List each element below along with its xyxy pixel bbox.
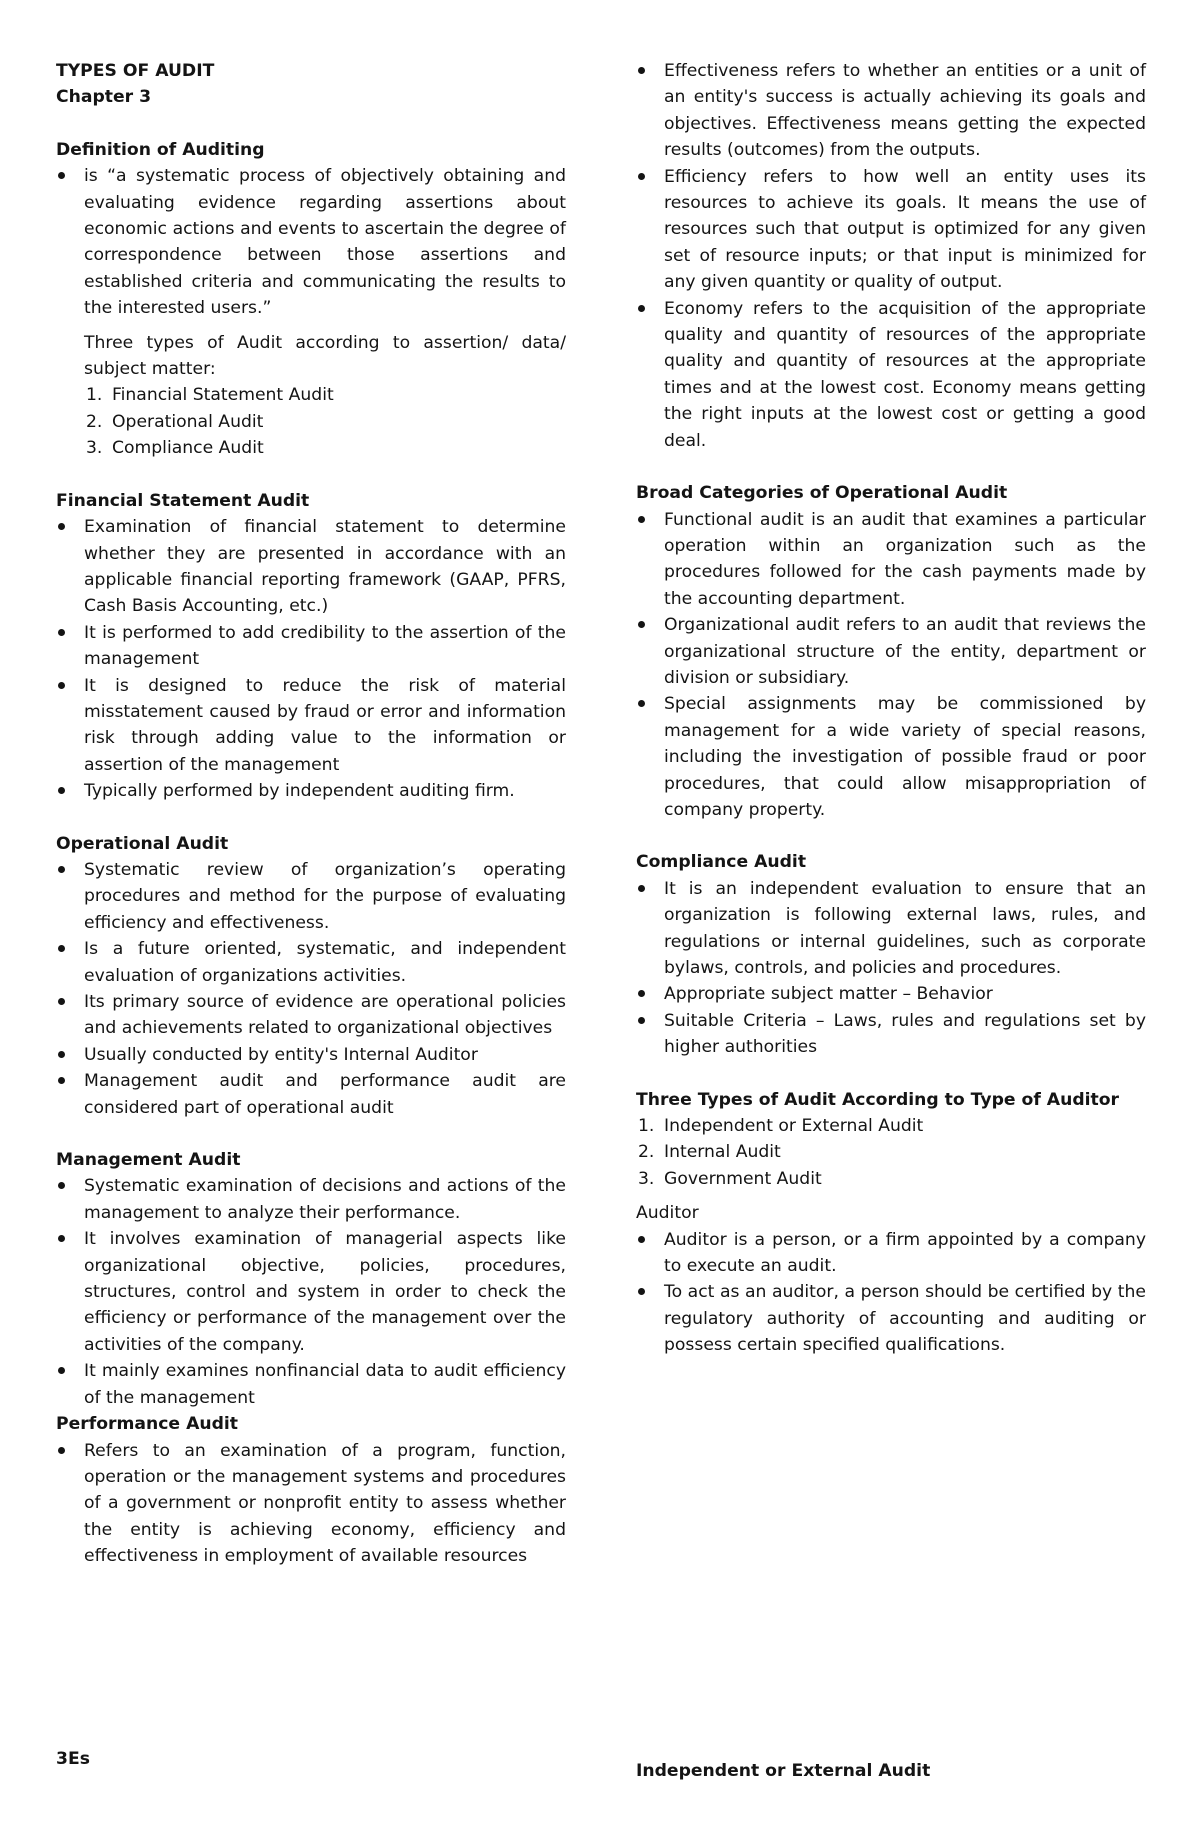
- list-item: 1. Independent or External Audit: [638, 1116, 924, 1137]
- list-item: Usually conducted by entity's Internal Auditor: [56, 1042, 566, 1068]
- list-item: It is an independent evaluation to ensure that an organization is following external laws, rules, and regulations or internal guidelines, such as corporate bylaws, controls, and policies and procedures.: [636, 876, 1146, 982]
- list-item: 3. Compliance Audit: [86, 438, 264, 459]
- list-item: It mainly examines nonfinancial data to audit efficiency of the management: [56, 1358, 566, 1411]
- list-item: Is a future oriented, systematic, and independent evaluation of organizations activities.: [56, 936, 566, 989]
- chapter-label: Chapter 3: [56, 87, 152, 108]
- list-item: Systematic examination of decisions and actions of the management to analyze their performance.: [56, 1173, 566, 1226]
- management-heading: Management Audit: [56, 1150, 241, 1171]
- audit-types-intro: Three types of Audit according to assertion/ data/ subject matter:: [84, 332, 566, 380]
- three-es-list: [636, 58, 1146, 454]
- definition-list: [56, 163, 566, 321]
- list-item: 3. Government Audit: [638, 1168, 822, 1189]
- list-item: To act as an auditor, a person should be certified by the regulatory authority of accounting and auditing or possess certain specified qualifications.: [636, 1279, 1146, 1358]
- auditor-types-heading: Three Types of Audit According to Type of Auditor: [636, 1089, 1120, 1110]
- list-item: Appropriate subject matter – Behavior: [636, 981, 1146, 1007]
- compliance-list: [636, 876, 1146, 1061]
- definition-bullet: is “a systematic process of objectively obtaining and evaluating evidence regarding assertions about economic actions and events to ascertain the degree of correspondence between those assertions and established criteria and communicating the results to the interested users.”: [56, 163, 566, 321]
- financial-heading: Financial Statement Audit: [56, 490, 310, 511]
- auditor-types-list: [636, 1113, 1146, 1192]
- compliance-heading: Compliance Audit: [636, 852, 807, 873]
- operational-list: [56, 857, 566, 1121]
- list-item: Refers to an examination of a program, function, operation or the management systems and procedures of a government or nonprofit entity to assess whether the entity is achieving economy, efficiency and effectiveness in employment of available resources: [56, 1438, 566, 1570]
- auditor-list: [636, 1227, 1146, 1359]
- list-item: Suitable Criteria – Laws, rules and regulations set by higher authorities: [636, 1008, 1146, 1061]
- list-item: Management audit and performance audit are considered part of operational audit: [56, 1068, 566, 1121]
- list-item: Examination of financial statement to determine whether they are presented in accordance with an applicable financial reporting framework (GAAP, PFRS, Cash Basis Accounting, etc.): [56, 514, 566, 620]
- list-item: Special assignments may be commissioned by management for a wide variety of special reasons, including the investigation of possible fraud or poor procedures, that could allow misappropriation of company property.: [636, 691, 1146, 823]
- list-item: Efficiency refers to how well an entity uses its resources to achieve its goals. It means the use of resources such that output is optimized for any given set of resource inputs; or that input is minimized for any given quantity or quality of output.: [636, 164, 1146, 296]
- left-column: [56, 58, 566, 1570]
- list-item: Effectiveness refers to whether an entities or a unit of an entity's success is actually achieving its goals and objectives. Effectiveness means getting the expected results (outcomes) from the outputs.: [636, 58, 1146, 164]
- list-item: 2. Operational Audit: [86, 411, 264, 432]
- footer-right-heading: Independent or External Audit: [636, 1761, 931, 1781]
- audit-types-list: [56, 382, 566, 461]
- list-item: Systematic review of organization’s operating procedures and method for the purpose of evaluating efficiency and effectiveness.: [56, 857, 566, 936]
- performance-heading: Performance Audit: [56, 1414, 239, 1435]
- list-item: It is performed to add credibility to the assertion of the management: [56, 620, 566, 673]
- definition-heading: Definition of Auditing: [56, 139, 265, 160]
- list-item: Economy refers to the acquisition of the appropriate quality and quantity of resources of the appropriate quality and quantity of resources at the appropriate times and at the lowest cost. Economy means getting the right inputs at the lowest cost or getting a good deal.: [636, 296, 1146, 454]
- broad-categories-list: [636, 507, 1146, 824]
- list-item: Its primary source of evidence are operational policies and achievements related to organizational objectives: [56, 989, 566, 1042]
- financial-list: [56, 514, 566, 804]
- list-item: It is designed to reduce the risk of material misstatement caused by fraud or error and information risk through adding value to the information or assertion of the management: [56, 673, 566, 779]
- management-list: [56, 1173, 566, 1411]
- operational-heading: Operational Audit: [56, 833, 229, 854]
- list-item: Typically performed by independent auditing firm.: [56, 778, 566, 804]
- broad-categories-heading: Broad Categories of Operational Audit: [636, 483, 1008, 504]
- list-item: Auditor is a person, or a firm appointed by a company to execute an audit.: [636, 1227, 1146, 1280]
- list-item: It involves examination of managerial aspects like organizational objective, policies, procedures, structures, control and system in order to check the efficiency or performance of the management over the activities of the company.: [56, 1226, 566, 1358]
- document-title: TYPES OF AUDIT: [56, 61, 215, 81]
- list-item: 1. Financial Statement Audit: [86, 385, 334, 406]
- list-item: Organizational audit refers to an audit that reviews the organizational structure of the entity, department or division or subsidiary.: [636, 612, 1146, 691]
- list-item: Functional audit is an audit that examines a particular operation within an organization such as the procedures followed for the cash payments made by the accounting department.: [636, 507, 1146, 613]
- list-item: 2. Internal Audit: [638, 1142, 781, 1163]
- performance-list: [56, 1438, 566, 1570]
- auditor-heading: Auditor: [636, 1203, 699, 1224]
- right-column: [636, 58, 1146, 1359]
- footer-left-heading: 3Es: [56, 1749, 90, 1769]
